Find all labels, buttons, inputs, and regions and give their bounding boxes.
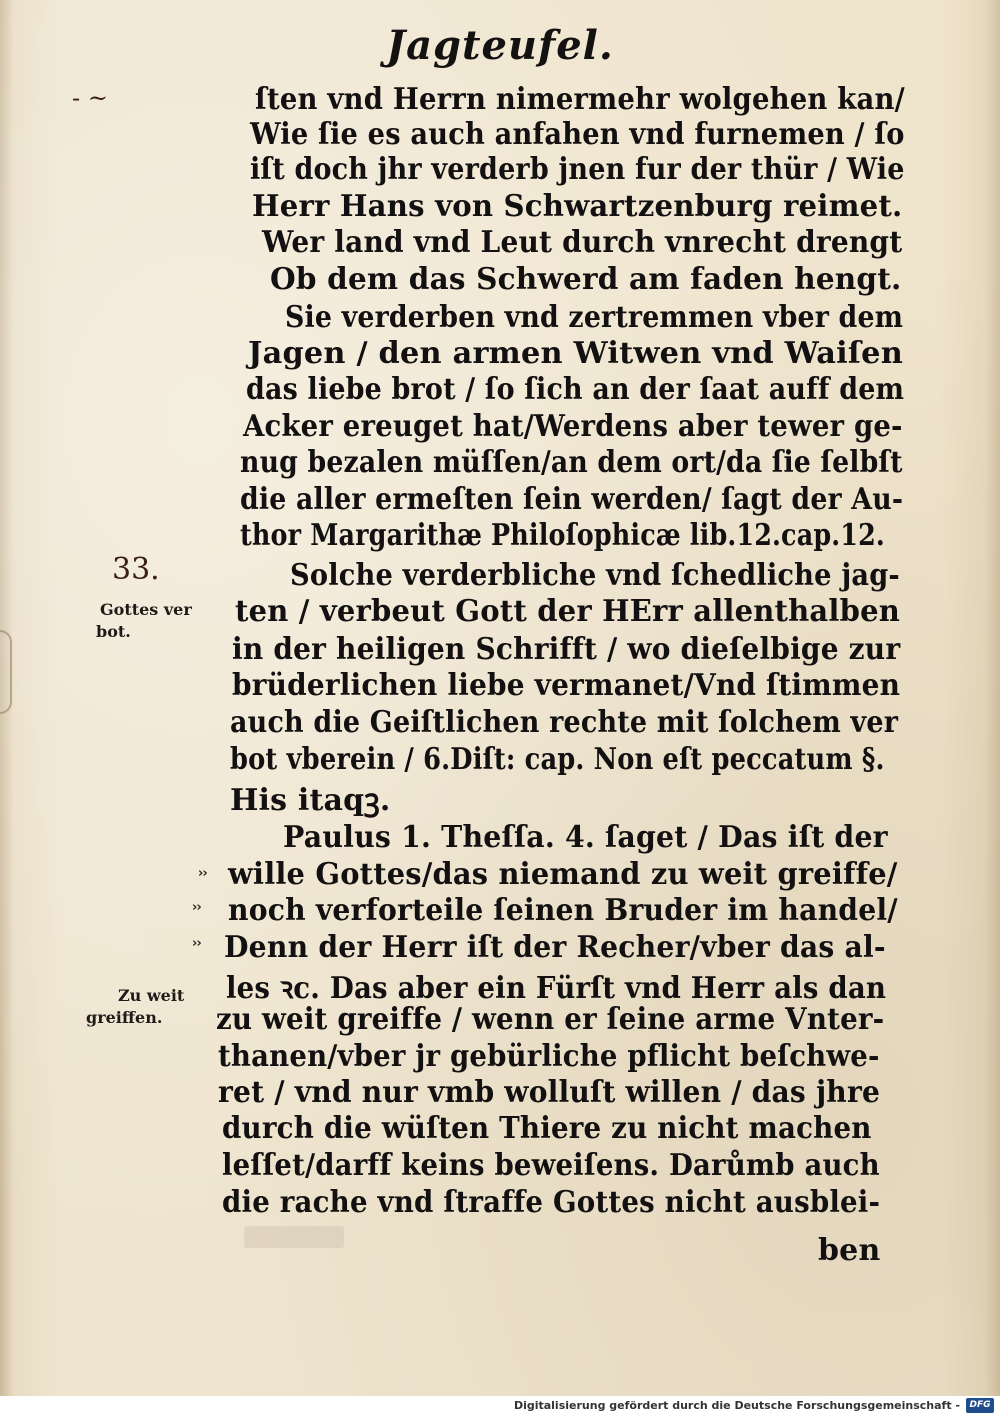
body-line: noch verforteile ſeinen Bruder im handel/: [228, 893, 898, 928]
margin-note: Gottes ver: [100, 600, 192, 619]
body-line: in der heiligen Schrifft / wo dieſelbige zur: [232, 632, 901, 667]
page-edge-curl: [0, 630, 12, 714]
body-line: auch die Geiſtlichen rechte mit ſolchem ver: [230, 705, 899, 740]
body-line: das liebe brot / ſo ſich an der ſaat auff dem: [246, 372, 905, 407]
body-line: die aller ermeſten ſein werden/ ſagt der Au-: [240, 482, 904, 517]
body-line: durch die wüſten Thiere zu nicht machen: [222, 1111, 872, 1146]
body-line: Wie ſie es auch anfahen vnd furnemen / ſo: [250, 117, 905, 152]
body-line: Ob dem das Schwerd am faden hengt.: [270, 262, 902, 297]
margin-note: bot.: [96, 622, 131, 641]
body-line: ſten vnd Herrn nimermehr wolgehen kan/: [255, 82, 905, 117]
margin-note: Zu weit: [118, 986, 185, 1005]
faint-stamp-mark: [244, 1226, 344, 1248]
body-line: ret / vnd nur vmb wolluſt willen / das jhre: [218, 1075, 881, 1110]
dfg-logo-icon: DFG: [966, 1398, 994, 1413]
body-line: Wer land vnd Leut durch vnrecht drengt: [262, 225, 903, 260]
body-line: Denn der Herr iſt der Recher/vber das al-: [224, 930, 886, 965]
body-line: Acker ereuget hat/Werdens aber tewer ge-: [243, 409, 903, 444]
running-head: Jagteufel.: [386, 22, 614, 69]
body-line: Jagen / den armen Witwen vnd Waiſen: [248, 336, 903, 371]
quote-mark: ››: [192, 936, 201, 951]
footer-bar: [0, 1396, 1000, 1417]
body-line: ten / verbeut Gott der HErr allenthalben: [235, 594, 900, 629]
body-line: bot vberein / 6.Diſt: cap. Non eſt peccatum §.: [230, 742, 885, 777]
handwritten-mark-top: - ~: [72, 84, 108, 112]
quote-mark: ››: [198, 866, 207, 881]
body-line: iſt doch jhr verderb jnen fur der thür / Wie: [250, 152, 905, 187]
body-line: Herr Hans von Schwartzenburg reimet.: [252, 189, 903, 224]
body-line: thor Margarithæ Philoſophicæ lib.12.cap.12.: [240, 518, 885, 553]
body-line: les ꝛc. Das aber ein Fürſt vnd Herr als dan: [226, 971, 887, 1006]
handwritten-number: 33.: [112, 552, 160, 587]
quote-mark: ››: [192, 900, 201, 915]
body-line: wille Gottes/das niemand zu weit greiffe/: [228, 857, 898, 892]
funding-credit: Digitalisierung gefördert durch die Deutsche Forschungsgemeinschaft -: [513, 1399, 960, 1412]
body-line: Sie verderben vnd zertremmen vber dem: [285, 300, 904, 335]
margin-note: greiffen.: [86, 1008, 163, 1027]
body-line: leſſet/darff keins beweiſens. Darůmb auch: [222, 1148, 880, 1183]
catchword: ben: [818, 1233, 881, 1268]
body-line: nug bezalen müſſen/an dem ort/da ſie ſelbſt: [240, 445, 903, 480]
body-line: brüderlichen liebe vermanet/Vnd ſtimmen: [232, 668, 901, 703]
body-line: His itaqꝫ.: [230, 783, 391, 818]
body-line: Solche verderbliche vnd ſchedliche jag-: [290, 558, 900, 593]
body-line: zu weit greiffe / wenn er ſeine arme Vnter-: [216, 1002, 885, 1037]
body-line: Paulus 1. Theſſa. 4. ſaget / Das iſt der: [283, 820, 888, 855]
body-line: die rache vnd ſtraffe Gottes nicht ausblei-: [222, 1185, 881, 1220]
body-line: thanen/vber jr gebürliche pflicht beſchwe-: [218, 1039, 880, 1074]
